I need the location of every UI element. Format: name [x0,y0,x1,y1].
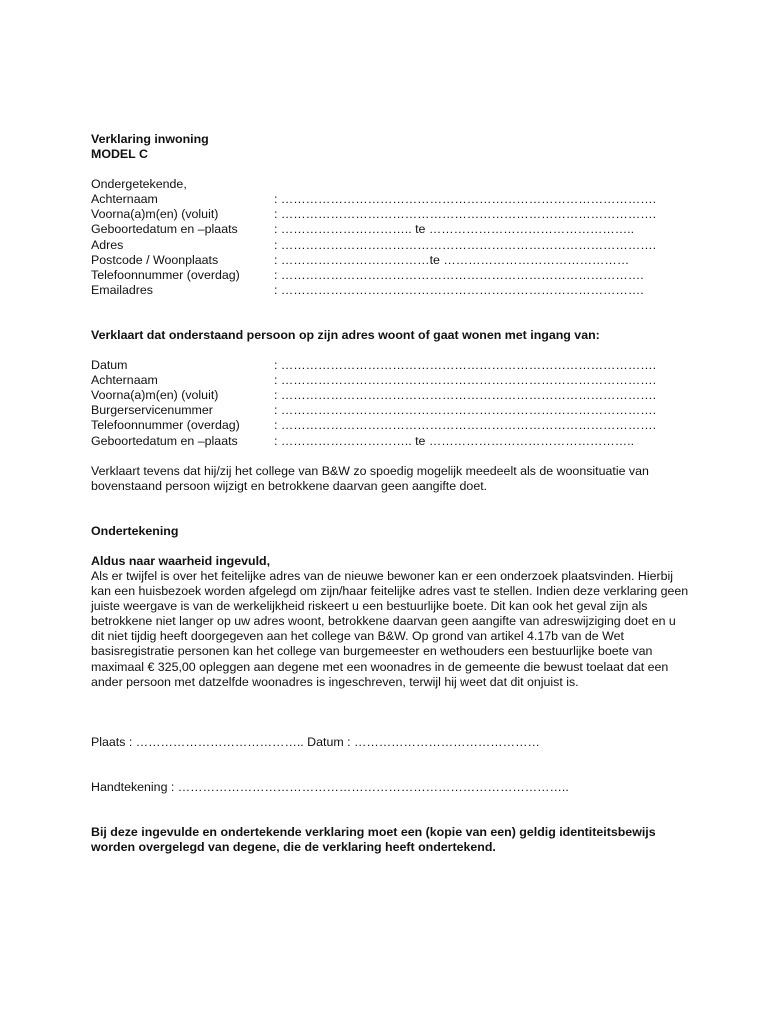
field-row [91,192,691,207]
field-row [91,418,691,433]
field-label: Voorna(a)m(en) (voluit) [91,207,219,222]
field-input[interactable]: : ………………………………………………………………………………. [274,358,657,373]
field-input[interactable]: : ………………………………………………………………………………. [274,207,657,222]
document-title: Verklaring inwoning [91,132,209,146]
declarant-fields [91,192,691,298]
field-label: Voorna(a)m(en) (voluit) [91,388,219,403]
field-label: Postcode / Woonplaats [91,252,219,267]
field-input[interactable]: : ……………………………………………………………………………. [274,267,644,282]
intro-text: Ondergetekende, [91,177,187,192]
field-row [91,403,691,418]
field-label: Adres [91,237,124,252]
field-row [91,238,691,253]
field-input[interactable]: : ………………………….. te ………………………………………….. [274,222,635,237]
field-input[interactable]: : ………………………………te ……………………………………… [274,252,630,267]
field-row [91,222,691,237]
field-input[interactable]: : ………………………………………………………………………………. [274,388,657,403]
model-label: MODEL C [91,147,148,162]
field-input[interactable]: : ………………………………………………………………………………. [274,237,657,252]
signing-heading: Ondertekening [91,523,179,538]
field-input[interactable]: : ……………………………………………………………………………. [274,282,644,297]
resident-fields [91,358,691,449]
signature-field[interactable]: Handtekening : ………………………………………………………………………………….. [91,779,569,794]
closing-note: Bij deze ingevulde en ondertekende verklaring moet een (kopie van een) geldig identiteitsbewijs worden overgelegd van degene, die de verklaring heeft ondertekend. [91,824,656,854]
field-label: Datum [91,358,128,373]
field-input[interactable]: : ………………………….. te ………………………………………….. [274,433,635,448]
field-label: Geboortedatum en –plaats [91,222,238,237]
field-row [91,283,691,298]
field-row [91,388,691,403]
field-input[interactable]: : ………………………………………………………………………………. [274,418,657,433]
field-label: Burgerservicenummer [91,403,213,418]
field-input[interactable]: : ………………………………………………………………………………. [274,403,657,418]
place-date-field[interactable]: Plaats : ………………………………….. Datum : ……………………………………… [91,734,540,749]
truth-heading: Aldus naar waarheid ingevuld, [91,553,271,568]
field-row [91,253,691,268]
statement-heading: Verklaart dat onderstaand persoon op zijn adres woont of gaat wonen met ingang van: [91,327,600,342]
legal-text: Als er twijfel is over het feitelijke adres van de nieuwe bewoner kan er een onderzoek plaatsvinden. Hierbij kan een huisbezoek worden afgelegd om zijn/haar feitelijke adres vast te stellen. Indien deze verklaring geen juiste weergave is van de werkelijkheid riskeert u een bestuurlijke boete. Dit kan ook het geval zijn als betrokkene niet langer op uw adres woont, betrokkene daarvan geen aangifte van adreswijziging doet en u dit niet tijdig heeft doorgegeven aan het college van B&W. Op grond van artikel 4.17b van de Wet basisregistratie personen kan het college van burgemeester en wethouders een bestuurlijke boete van maximaal € 325,00 opleggen aan degene met een woonadres in de gemeente die bewust toelaat dat een ander persoon met datzelfde woonadres is ingeschreven, terwijl hij weet dat dit onjuist is. [91,568,689,689]
document [91,132,691,855]
field-label: Emailadres [91,282,153,297]
notification-statement: Verklaart tevens dat hij/zij het college van B&W zo spoedig mogelijk meedeelt als de woonsituatie van bovenstaand persoon wijzigt en betrokkene daarvan geen aangifte doet. [91,463,649,493]
field-row [91,207,691,222]
field-input[interactable]: : ………………………………………………………………………………. [274,373,657,388]
field-label: Telefoonnummer (overdag) [91,418,240,433]
field-row [91,373,691,388]
field-input[interactable]: : ………………………………………………………………………………. [274,192,657,207]
field-label: Telefoonnummer (overdag) [91,267,240,282]
field-label: Achternaam [91,192,158,207]
field-label: Achternaam [91,373,158,388]
field-row [91,268,691,283]
field-row [91,434,691,449]
field-row [91,358,691,373]
field-label: Geboortedatum en –plaats [91,433,238,448]
